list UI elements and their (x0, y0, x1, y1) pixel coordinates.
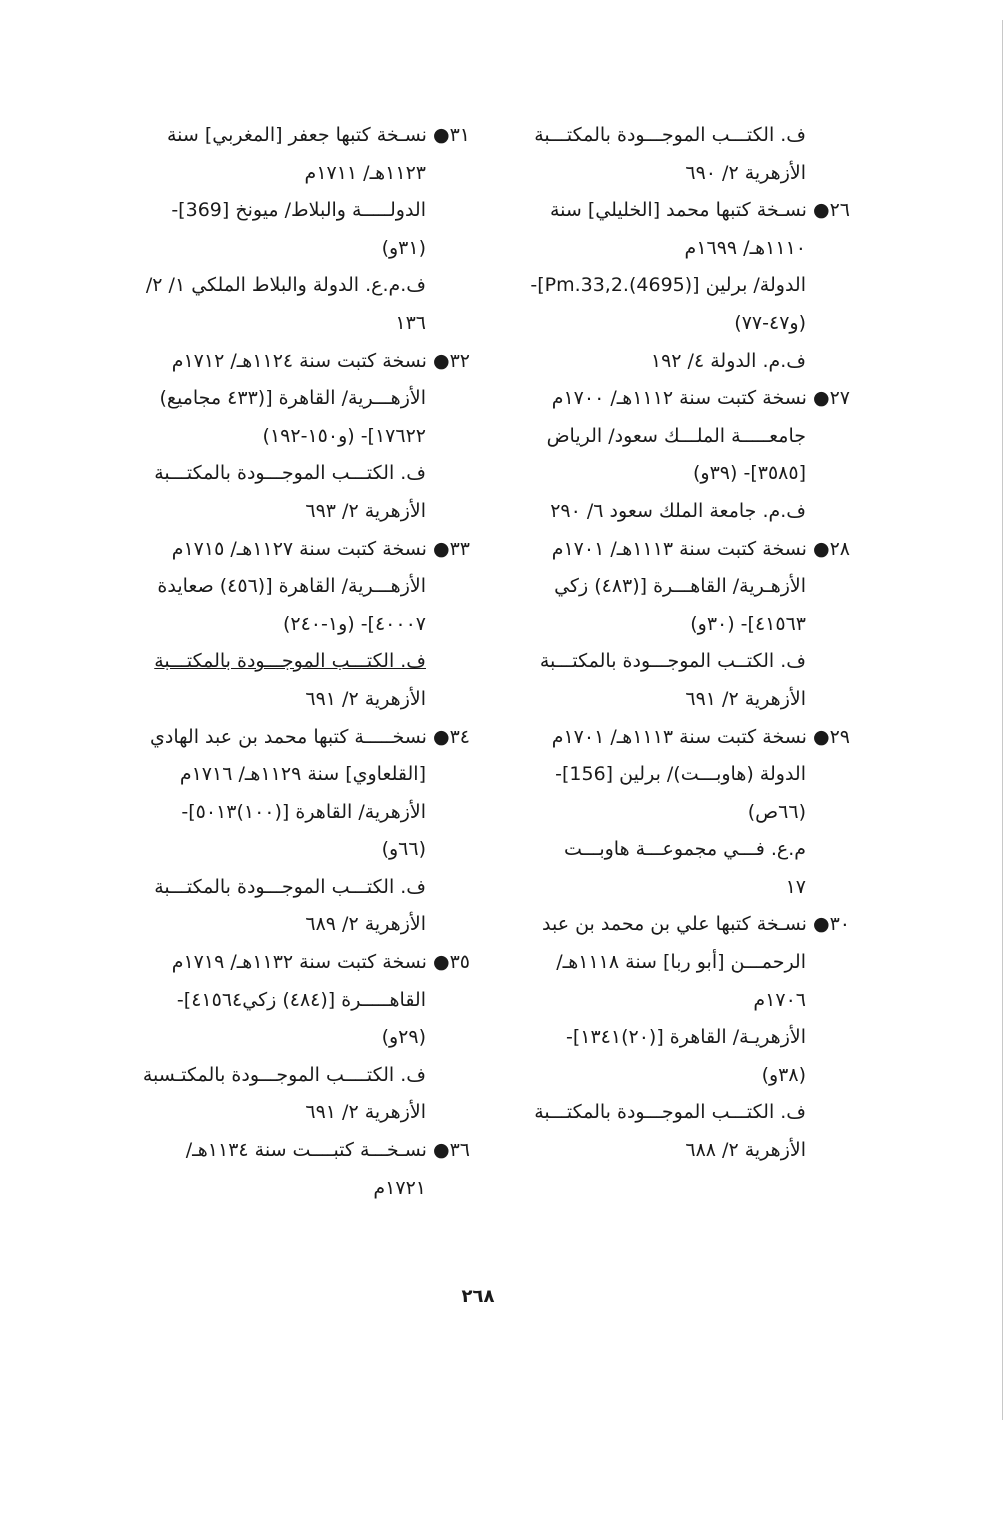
entry-line: ١٧٠٦م (753, 988, 806, 1011)
entry-line: ١٧٢١م (373, 1176, 426, 1199)
entry-line: ٤٠٠٠٧]- (و١-٢٤٠) (282, 612, 426, 635)
page-number: ٢٦٨ (461, 1286, 495, 1307)
entry-35 (120, 944, 470, 1132)
entry-32 (120, 343, 470, 531)
entry-line: (٢٩و) (381, 1026, 426, 1049)
entry-line: ف. الكتـــب الموجـــودة بالمكتـــبة (154, 875, 426, 898)
scan-edge-divider (1002, 20, 1003, 1420)
entry-line: ١١٢٣هـ/ ١٧١١م (304, 161, 426, 184)
entry-line: ف.م. الدولة ٤/ ١٩٢ (650, 349, 806, 372)
entry-heading-line: ٣٤● نسخـــــة كتبها محمد بن عبد الهادي (150, 725, 470, 748)
entry-line: جامعـــــة الملـــك سعود/ الرياض (546, 424, 806, 447)
entry-26 (498, 192, 850, 380)
entry-heading-line: ٣٢● نسخة كتبت سنة ١١٢٤هـ/ ١٧١٢م (171, 349, 470, 372)
entry-line: ٤١٥٦٣]- (٣٠و) (690, 612, 806, 635)
entry-heading-line: ٣٥● نسخة كتبت سنة ١١٣٢هـ/ ١٧١٩م (171, 951, 470, 974)
entry-line: [٣٥٨٥]- (٣٩و) (693, 462, 806, 485)
entry-line: الأزهرية/ القاهرة [(١٠٠)٥٠١٣]- (181, 800, 426, 823)
entry-heading-line: ٢٦● نسـخة كتبها محمد [الخليلي] سنة (549, 199, 850, 222)
entry-heading-line: ٣٦● نسـخـــة كتبــــت سنة ١١٣٤هـ/ (185, 1139, 470, 1162)
entry-line: (٣٨و) (761, 1063, 806, 1086)
entry-line: [القلعاوي] سنة ١١٢٩هـ/ ١٧١٦م (179, 763, 426, 786)
entry-line: ١٣٦ (395, 311, 426, 334)
entry-line: (٦٦ص) (747, 800, 806, 823)
entry-heading-line: ٢٧● نسخة كتبت سنة ١١١٢هـ/ ١٧٠٠م (551, 387, 850, 410)
right-column (498, 117, 850, 1170)
entry-27 (498, 380, 850, 530)
entry-heading-line: ٣٣● نسخة كتبت سنة ١١٢٧هـ/ ١٧١٥م (171, 537, 470, 560)
entry-heading-line: ٢٩● نسخة كتبت سنة ١١١٣هـ/ ١٧٠١م (551, 725, 850, 748)
entry-line: الأزهرية ٢/ ٦٩١ (305, 1101, 426, 1124)
entry-continuation (498, 117, 850, 192)
entry-line: الأزهـرية/ القاهـــرة [(٤٨٣) زكي (554, 575, 806, 598)
entry-line: ١٧ (785, 875, 806, 898)
entry-heading-line: ٣٠● نسـخة كتبها علي بن محمد بن عبد (541, 913, 850, 936)
entry-line: الرحمـــن [أبو ربا] سنة ١١١٨هـ/ (556, 951, 806, 974)
entry-line: الأزهرية ٢/ ٦٩١ (685, 687, 806, 710)
entry-line: الأزهـــرية/ القاهرة [(٤٣٣ مجاميع) (159, 387, 426, 410)
entry-line: القاهـــــرة [(٤٨٤) زكي٤١٥٦٤]- (176, 988, 426, 1011)
entry-line: ف. الكتـــب الموجـــودة بالمكتـــبة (154, 462, 426, 485)
entry-line: الدولة/ برلين [Pm.33,2.(4695)]- (530, 274, 806, 297)
entry-line: الأزهرية ٢/ ٦٩١ (305, 687, 426, 710)
entry-30 (498, 906, 850, 1169)
entry-28 (498, 531, 850, 719)
entry-line: ف. الكتـــب الموجـــودة بالمكتـــبة (154, 650, 426, 673)
entry-line: الدولـــــة والبلاط/ ميونخ [369]- (171, 199, 426, 222)
entry-line: الأزهريـة/ القاهرة [(٢٠)١٣٤١]- (565, 1026, 806, 1049)
entry-heading-line: ٣١● نسـخة كتبها جعفر [المغربي] سنة (166, 124, 470, 146)
entry-36 (120, 1132, 470, 1207)
entry-line: الدولة (هاوبـــت)/ برلين [156]- (555, 763, 806, 786)
entry-line: ف. الكتـــب الموجـــودة بالمكتـــبة (534, 1101, 806, 1124)
entry-34 (120, 719, 470, 945)
entry-line: الأزهرية ٢/ ٦٨٨ (685, 1139, 806, 1162)
entry-line: الأزهـــرية/ القاهرة [(٤٥٦) صعايدة (157, 575, 426, 598)
entry-line: ف.م. جامعة الملك سعود ٦/ ٢٩٠ (550, 499, 806, 522)
entry-line: الأزهرية ٢/ ٦٩٣ (305, 499, 426, 522)
entry-line: م.ع. فـــي مجموعـــة هاوبـــت (563, 838, 806, 861)
entry-line: (٣١و) (381, 236, 426, 259)
entry-heading-line: ٢٨● نسخة كتبت سنة ١١١٣هـ/ ١٧٠١م (551, 537, 850, 560)
left-column (120, 117, 470, 1207)
entry-line: ف. الكتـــب الموجـــودة بالمكتـــبة (534, 124, 806, 146)
entry-33 (120, 531, 470, 719)
entry-line: (و٤٧-٧٧) (734, 311, 806, 334)
entry-line: ١١١٠هـ/ ١٦٩٩م (684, 236, 806, 259)
entry-line: ف.م.ع. الدولة والبلاط الملكي ١/ ٢/ (145, 274, 426, 297)
entry-line: (٦٦و) (381, 838, 426, 861)
entry-line: ف. الكتــب الموجـــودة بالمكتـــبة (539, 650, 806, 673)
entry-31 (120, 117, 470, 343)
entry-line: ١٧٦٢٢]- (و١٥٠-١٩٢) (262, 424, 426, 447)
entry-29 (498, 719, 850, 907)
entry-line: الأزهرية ٢/ ٦٨٩ (305, 913, 426, 936)
entry-line: ف. الكتــــب الموجـــودة بالمكتـسبة (142, 1063, 426, 1086)
entry-line: الأزهرية ٢/ ٦٩٠ (685, 161, 806, 184)
